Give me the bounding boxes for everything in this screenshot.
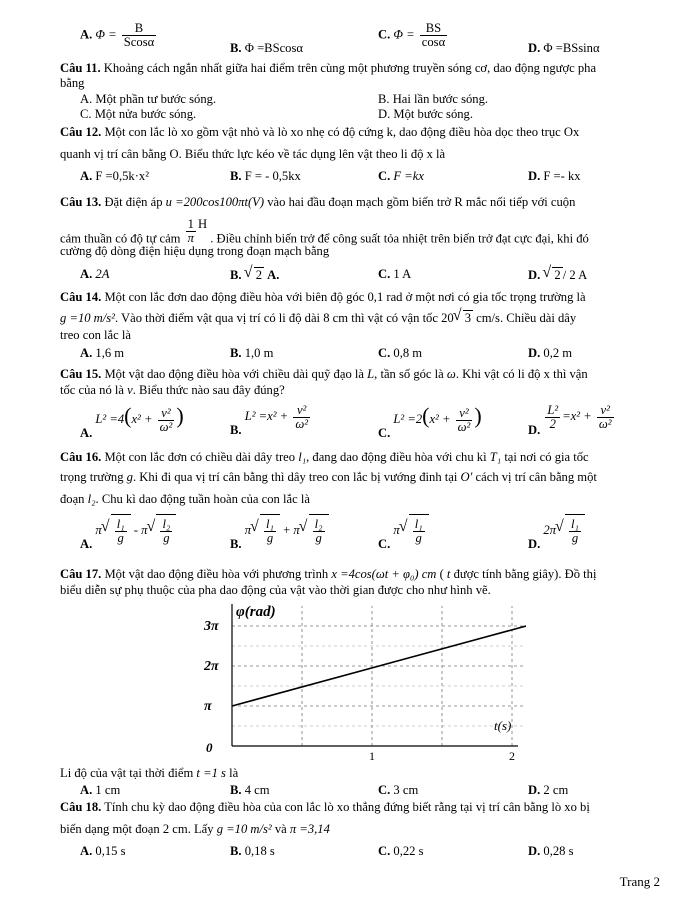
q11-option-d: D. Một bước sóng.: [378, 107, 473, 121]
q17-option-d: D. 2 cm: [528, 783, 569, 797]
origin-label: 0: [206, 740, 213, 755]
q16-stem-3: đoạn l₂. Chu kì dao động tuần hoàn của con lắc là: [60, 492, 310, 506]
q10-option-b: B. Φ =BScosα: [230, 41, 303, 55]
q14-option-a: A. 1,6 m: [80, 346, 125, 360]
y-tick-label: π: [204, 699, 212, 714]
q16-option-c: C. π √ $\frac{\text{l₁}}{g}$: [378, 514, 429, 545]
q11-option-a: A. Một phần tư bước sóng.: [80, 92, 217, 106]
q17-option-a: A. 1 cm: [80, 783, 121, 797]
q18-stem-2: biến dạng một đoạn 2 cm. Lấy g =10 m/s² và π =3,14: [60, 822, 330, 836]
q12-option-b: B. F = - 0,5kx: [230, 169, 301, 183]
q12-option-a: A. F =0,5k·x²: [80, 169, 149, 183]
q11-option-c: C. Một nửa bước sóng.: [80, 107, 197, 121]
q12-option-d: D. F =- kx: [528, 169, 581, 183]
q13-stem-2: cảm thuần có độ tự cảm $\frac{1}{\pi}$ H . Điều chỉnh biến trở để công suất tỏa nhiệt trên biến trở đạt cực đại, khi đó: [60, 217, 589, 246]
q15-stem-2: tốc của nó là v. Biểu thức nào sau đây đúng?: [60, 383, 285, 397]
q16-option-a: A. π √ $\frac{\text{l₁}}{g}$ - π √ $\frac{\text{l₂}}{g}$: [80, 514, 176, 545]
x-tick-label: 2: [509, 749, 515, 760]
q17-question: Li độ của vật tại thời điểm t =1 s là: [60, 766, 239, 780]
q12-stem-2: quanh vị trí cân bằng O. Biểu thức lực kéo về tác dụng lên vật theo li độ x là: [60, 147, 446, 161]
q11-option-b: B. Hai lần bước sóng.: [378, 92, 489, 106]
q16-stem-2: trọng trường g. Khi đi qua vị trí cân bằng thì dây treo con lắc bị vướng đinh tại O′ cách vị trí cân bằng một: [60, 470, 597, 484]
q12-option-c: C. F =kx: [378, 169, 424, 183]
q10-option-a: A. Φ = $\frac{B}{Scos\alpha}$: [80, 21, 155, 49]
q14-stem: Câu 14. Một con lắc đơn dao động điều hòa với biên độ góc 0,1 rad ở một nơi có gia tốc trọng trường là: [60, 290, 586, 304]
q11-stem-2: bằng: [60, 76, 85, 90]
y-tick-label: 3π: [204, 619, 219, 634]
q15-option-d: D. $\frac{\text{L²}}{2}$ =x² + $\frac{\text{v²}}{\text{ω²}}$: [528, 402, 612, 437]
q15-option-a: A. L² =4(x² + $\frac{\text{v²}}{\text{ω²}}$ ): [80, 403, 184, 440]
q10-option-c: C. Φ = $\frac{BS}{\cos\alpha}$: [378, 21, 446, 49]
q14-option-b: B. 1,0 m: [230, 346, 274, 360]
q16-option-b: B. π √ $\frac{\text{l₁}}{g}$ + π √ $\frac{\text{l₂}}{g}$: [230, 514, 329, 545]
q11-stem: Câu 11. Khoảng cách ngắn nhất giữa hai điểm trên cùng một phương truyền sóng cơ, dao động ngược pha: [60, 61, 597, 75]
q14-stem-2: g =10 m/s². Vào thời điểm vật qua vị trí có li độ dài 8 cm thì vật có vận tốc 20√ 3 cm/s. Chiều dài dây: [60, 310, 576, 326]
q17-option-b: B. 4 cm: [230, 783, 270, 797]
q14-option-c: C. 0,8 m: [378, 346, 423, 360]
q13-option-a: A. 2A: [80, 267, 110, 281]
q18-option-d: D. 0,28 s: [528, 844, 574, 858]
q15-option-b: B. L² =x² + $\frac{\text{v²}}{\text{ω²}}$: [230, 402, 308, 437]
q13-option-d: D. √ 2 / 2 A: [528, 267, 587, 283]
q16-stem: Câu 16. Một con lắc đơn có chiều dài dây treo l₁, đang dao động điều hòa với chu kì T₁ tại nơi có gia tốc: [60, 450, 589, 464]
grid: [232, 606, 526, 746]
q12-stem: Câu 12. Một con lắc lò xo gồm vật nhỏ và lò xo nhẹ có độ cứng k, dao động điều hòa dọc theo trục Ox: [60, 125, 580, 139]
q18-option-b: B. 0,18 s: [230, 844, 275, 858]
q17-stem: Câu 17. Một vật dao động điều hòa với phương trình x =4cos(ωt + φ₀) cm ( t được tính bằng giây). Đồ thị: [60, 567, 597, 581]
q13-stem: Câu 13. Đặt điện áp u =200cos100πt(V) vào hai đầu đoạn mạch gồm biến trở R mắc nối tiếp với cuộn: [60, 195, 576, 209]
q13-option-b: B. √ 2 A.: [230, 267, 279, 283]
q16-option-d: D. 2π √ $\frac{\text{l₁}}{g}$: [528, 514, 585, 545]
q14-stem-3: treo con lắc là: [60, 328, 131, 342]
q17-option-c: C. 3 cm: [378, 783, 419, 797]
q14-option-d: D. 0,2 m: [528, 346, 573, 360]
page-footer: Trang 2: [619, 874, 660, 889]
q15-stem: Câu 15. Một vật dao động điều hòa với chiều dài quỹ đạo là L, tần số góc là ω. Khi vật có li độ x thì vận: [60, 367, 588, 381]
q18-option-a: A. 0,15 s: [80, 844, 126, 858]
q10-option-d: D. Φ =BSsinα: [528, 41, 600, 55]
q13-stem-3: cường độ dòng điện hiệu dụng trong đoạn mạch bằng: [60, 244, 330, 258]
q17-stem-2: biểu diễn sự phụ thuộc của pha dao động của vật vào thời gian được cho như hình vẽ.: [60, 583, 491, 597]
x-tick-label: 1: [369, 749, 375, 760]
q18-stem: Câu 18. Tính chu kỳ dao động điều hòa của con lắc lò xo thẳng đứng biết rằng tại vị trí cân bằng lò xo bị: [60, 800, 590, 814]
phase-chart: [196, 598, 526, 760]
x-axis-label: t(s): [494, 718, 512, 733]
q13-option-c: C. 1 A: [378, 267, 412, 281]
y-axis-label: φ(rad): [236, 604, 276, 620]
q15-option-c: C. L² =2(x² + $\frac{\text{v²}}{\text{ω²}}$ ): [378, 403, 482, 440]
q18-option-c: C. 0,22 s: [378, 844, 424, 858]
y-tick-label: 2π: [204, 659, 219, 674]
